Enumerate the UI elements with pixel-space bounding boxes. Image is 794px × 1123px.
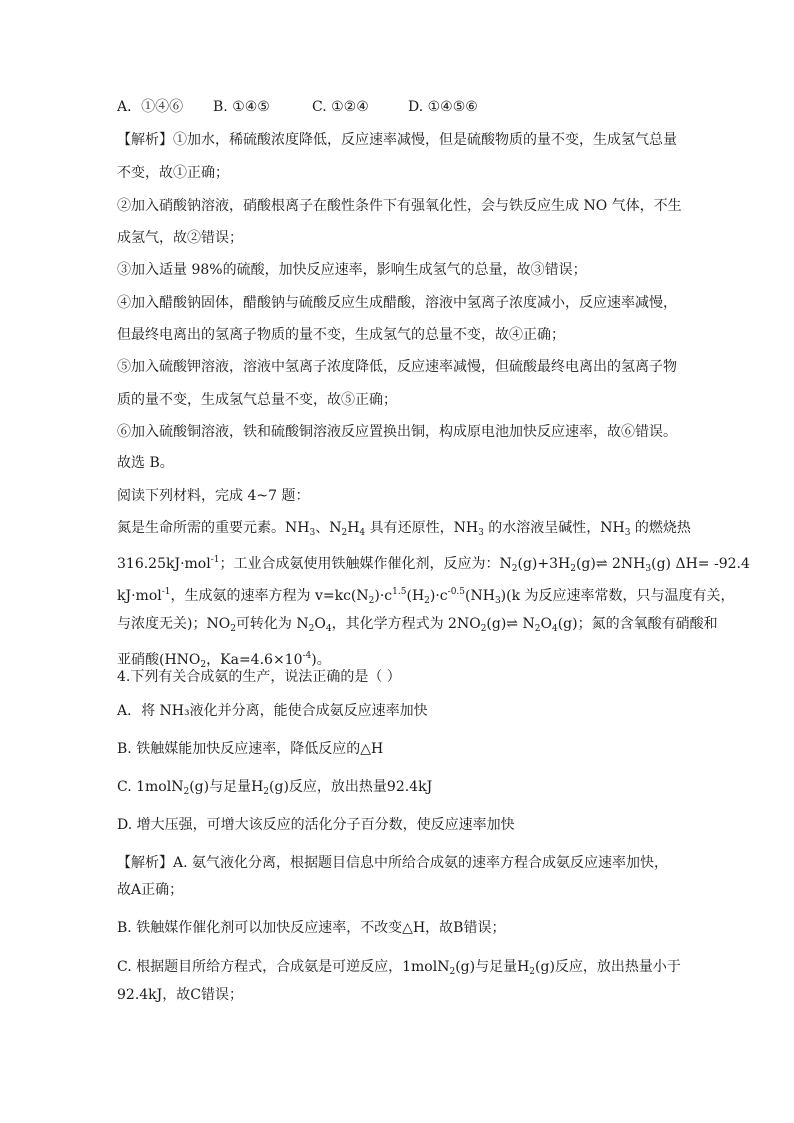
q3-option-c: C. ①②④ <box>312 99 369 115</box>
material-intro: 阅读下列材料，完成 4~7 题： <box>117 488 310 504</box>
q4-option-d: D. 增大压强，可增大该反应的活化分子百分数，使反应速率加快 <box>117 817 515 833</box>
q3-options <box>117 97 478 117</box>
q3-analysis-line: 故选 B。 <box>117 455 174 471</box>
material-line-1: 氮是生命所需的重要元素。$NH_3$、$N_2H_4$ 具有还原性，$NH_3$ 的水溶液呈碱性，$NH_3$ 的燃烧热 <box>117 520 691 538</box>
material-line-5: 亚硝酸($HNO_2$，$Ka=4.6\times 10^{-4}$)。 <box>117 651 331 670</box>
q3-analysis-line: ⑤加入硫酸钾溶液，溶液中氢离子浓度降低，反应速率减慢，但硫酸最终电离出的氢离子物 <box>117 359 677 375</box>
q4-stem: 4.下列有关合成氨的生产，说法正确的是（ ） <box>117 669 401 685</box>
material-line-2: 316.25kJ·mol$^{-1}$；工业合成氨使用铁触媒作催化剂，反应为：$N_2(g)+3H_2(g)\rightleftharpoons$ $2NH_3(g)$ ΔH= -92.4 <box>117 555 750 574</box>
q4-analysis-b: B. 铁触媒作催化剂可以加快反应速率，不改变△H，故B错误； <box>117 920 506 936</box>
q4-option-b: B. 铁触媒能加快反应速率，降低反应的△H <box>117 741 384 757</box>
q3-analysis-line: ⑥加入硫酸铜溶液，铁和硫酸铜溶液反应置换出铜，构成原电池加快反应速率，故⑥错误。 <box>117 424 677 440</box>
material-line-3: kJ·mol$^{-1}$，生成氨的速率方程为 $v=kc(N_2)\cdot c^{1.5}(H_2)\cdot c^{-0.5}(NH_3)(k$ 为反应速率常数，只与温度有关， <box>117 587 735 606</box>
q3-analysis-line: ④加入醋酸钠固体，醋酸钠与硫酸反应生成醋酸，溶液中氢离子浓度减小，反应速率减慢， <box>117 295 677 311</box>
q3-option-a: A．①④⑥ <box>117 99 184 115</box>
q4-analysis-c: C. 根据题目所给方程式，合成氨是可逆反应，1molN$_2$(g)与足量$H_2(g)$反应，放出热量小于 <box>117 959 681 977</box>
q3-analysis-line: 不变，故①正确； <box>117 165 229 181</box>
q3-analysis-line: ②加入硝酸钠溶液，硝酸根离子在酸性条件下有强氧化性，会与铁反应生成 NO 气体，不生 <box>117 198 682 214</box>
q4-analysis-a-cont: 故A正确； <box>117 882 184 898</box>
q3-option-d: D. ①④⑤⑥ <box>408 99 478 115</box>
q4-analysis-c-cont: 92.4kJ，故C错误； <box>117 987 243 1003</box>
q3-analysis-line: 成氢气，故②错误； <box>117 230 243 246</box>
material-line-4: 与浓度无关)；$NO_2$可转化为 $N_2O_4$，其化学方程式为 $2NO_2(g)\rightleftharpoons$ $N_2O_4(g)$；氮的含氧酸有硝酸和 <box>117 616 718 634</box>
q4-analysis-a: 【解析】A. 氨气液化分离，根据题目信息中所给合成氨的速率方程合成氨反应速率加快， <box>117 855 669 871</box>
q3-analysis-line: 但最终电离出的氢离子物质的量不变，生成氢气的总量不变，故④正确； <box>117 327 565 343</box>
q3-option-b: B. ①④⑤ <box>213 99 270 115</box>
q4-option-c: C. 1molN$_2$(g)与足量$H_2(g)$反应，放出热量92.4kJ <box>117 779 433 797</box>
q3-analysis-line: 质的量不变，生成氢气总量不变，故⑤正确； <box>117 392 397 408</box>
q3-analysis-line: 【解析】①加水，稀硫酸浓度降低，反应速率减慢，但是硫酸物质的量不变，生成氢气总量 <box>117 132 677 148</box>
q4-option-a: A．将 NH₃液化并分离，能使合成氨反应速率加快 <box>117 703 428 719</box>
q3-analysis-line: ③加入适量 98%的硫酸，加快反应速率，影响生成氢气的总量，故③错误； <box>117 262 587 278</box>
